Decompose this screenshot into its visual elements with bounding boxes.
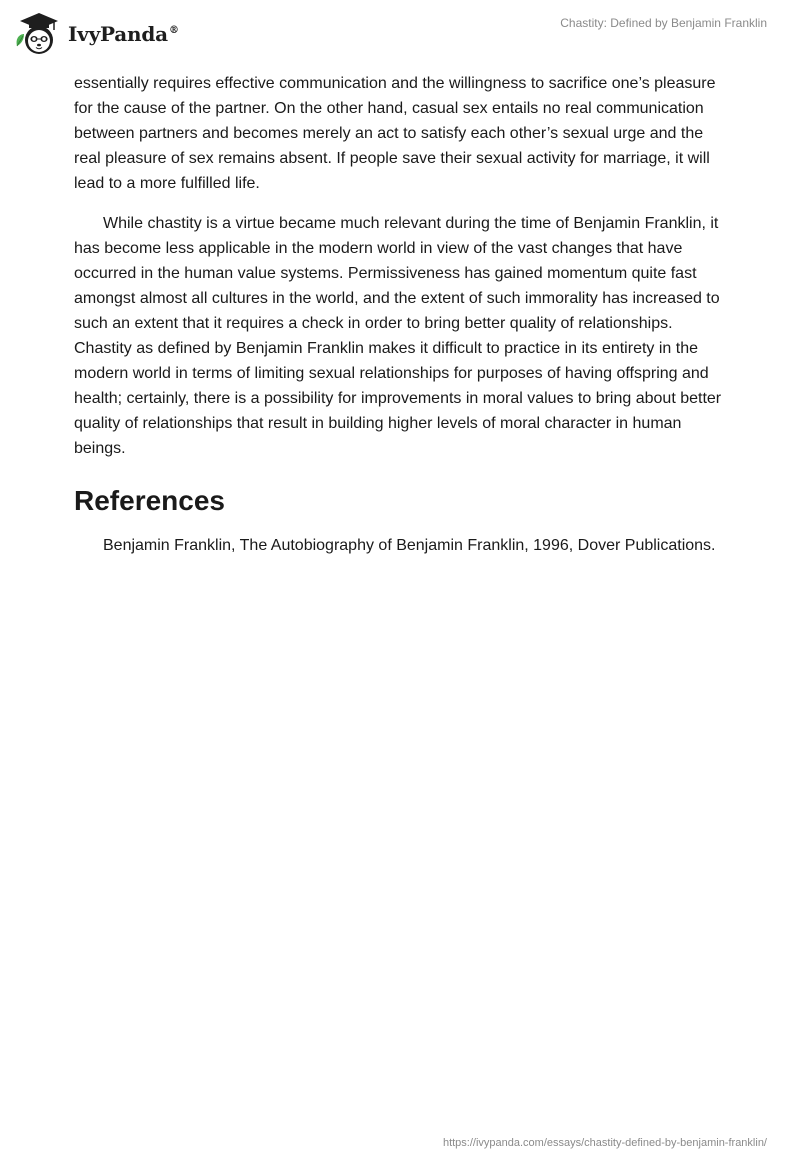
page-header: [0, 0, 800, 70]
panda-graduate-icon: [14, 8, 64, 58]
source-url[interactable]: https://ivypanda.com/essays/chastity-defined-by-benjamin-franklin/: [442, 1137, 767, 1149]
body-paragraph: While chastity is a virtue became much relevant during the time of Benjamin Franklin, it has become less applicable in the modern world in view of the vast changes that have occurred in the human value systems. Permissiveness has gained momentum quite fast amongst almost all cultures in the world, and the extent of such immorality has increased to such an extent that it requires a check in order to bring better quality of relationships. Chastity as defined by Benjamin Franklin makes it difficult to practice in its entirety in the modern world in terms of limiting sexual relationships for purposes of having offspring and health; certainly, there is a possibility for improvements in moral values to bring about better quality of relationships that result in building higher levels of moral character in human beings.: [74, 215, 722, 457]
ivypanda-logo[interactable]: [14, 8, 179, 58]
logo-wordmark: IvyPanda®: [68, 22, 179, 46]
essay-body: [74, 71, 730, 558]
reference-entry: Benjamin Franklin, The Autobiography of Benjamin Franklin, 1996, Dover Publications.: [103, 537, 716, 554]
running-title: Chastity: Defined by Benjamin Franklin: [560, 16, 767, 30]
body-paragraph: essentially requires effective communication and the willingness to sacrifice one’s pleasure for the cause of the partner. On the other hand, casual sex entails no real communication between partners and becomes merely an act to satisfy each other’s sexual urge and the real pleasure of sex remains absent. If people save their sexual activity for marriage, it will lead to a more fulfilled life.: [74, 75, 716, 192]
references-heading: References: [74, 485, 225, 516]
